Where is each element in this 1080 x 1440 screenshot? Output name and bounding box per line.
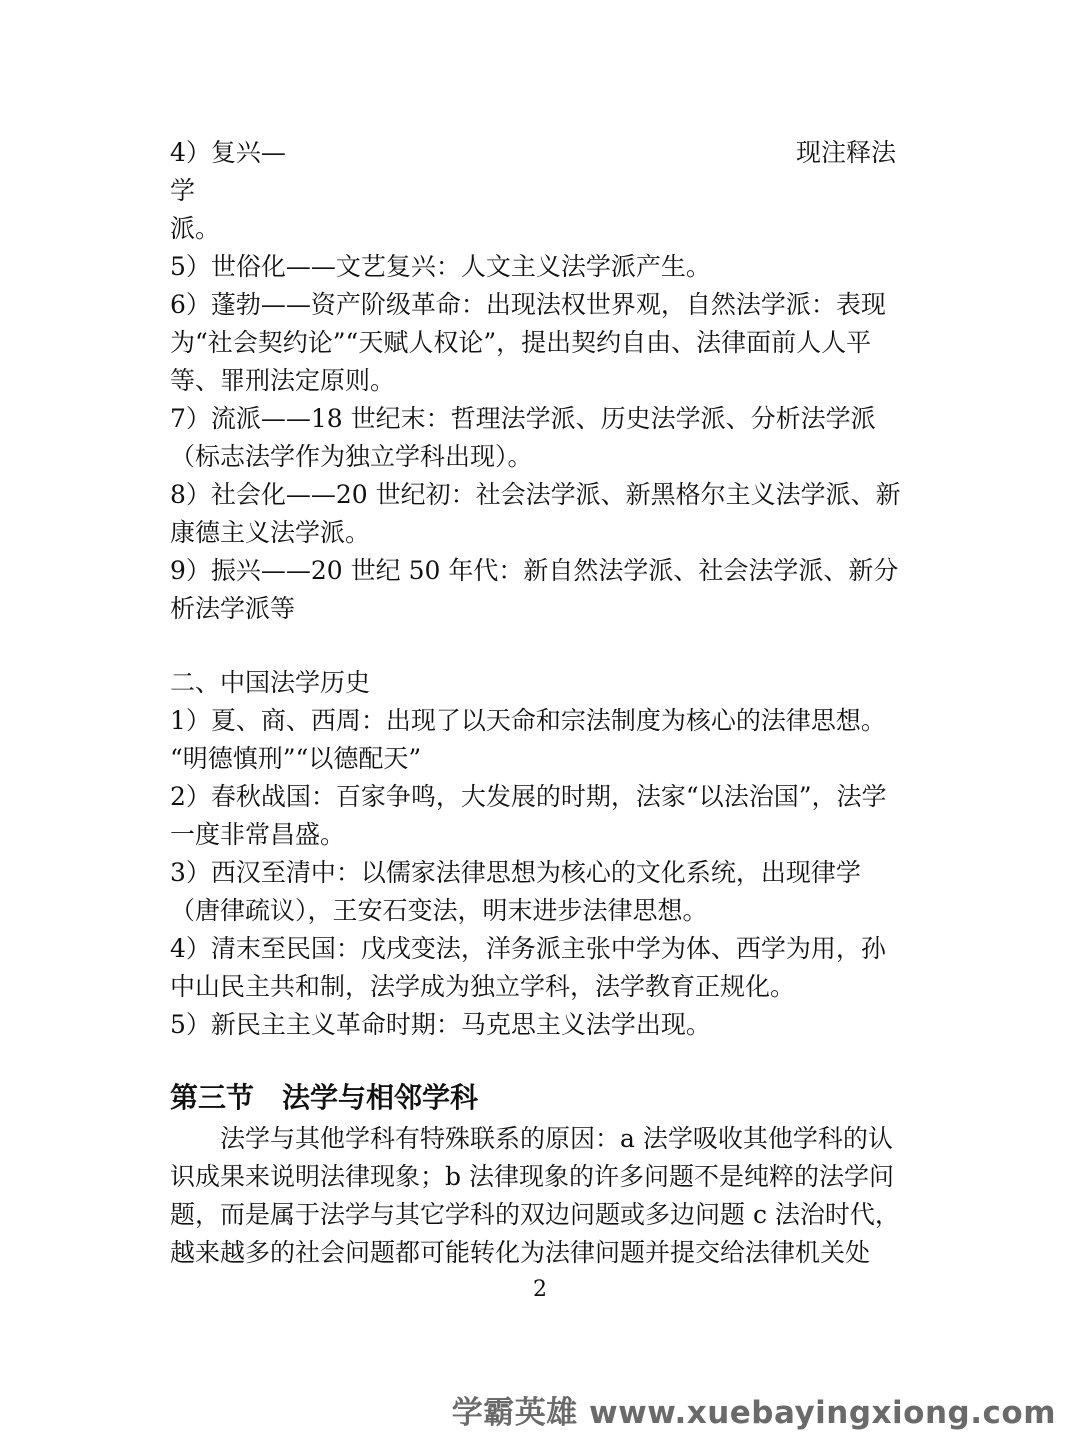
history-item-7-line1: 7）流派——18 世纪末：哲理法学派、历史法学派、分析法学派 — [170, 404, 876, 433]
history-item-6-line2: 为“社会契约论”“天赋人权论”，提出契约自由、法律面前人人平 — [170, 328, 872, 357]
china-item-3-line1: 3）西汉至清中：以儒家法律思想为核心的文化系统，出现律学 — [170, 858, 861, 887]
history-item-8-line2: 康德主义法学派。 — [170, 518, 371, 547]
section-3-paragraph-line4: 越来越多的社会问题都可能转化为法律问题并提交给法律机关处 — [170, 1238, 871, 1267]
china-history-heading: 二、中国法学历史 — [170, 668, 371, 697]
china-item-4-line2: 中山民主共和制，法学成为独立学科，法学教育正规化。 — [170, 972, 796, 1001]
page-number: 2 — [533, 1277, 547, 1302]
section-3-paragraph-line1: 法学与其他学科有特殊联系的原因：a 法学吸收其他学科的认 — [170, 1124, 893, 1153]
history-item-4-line — [170, 134, 910, 172]
history-item-5: 5）世俗化——文艺复兴：人文主义法学派产生。 — [170, 252, 711, 281]
history-item-8-line1: 8）社会化——20 世纪初：社会法学派、新黑格尔主义法学派、新 — [170, 480, 901, 509]
china-item-2-line1: 2）春秋战国：百家争鸣，大发展的时期，法家“以法治国”，法学 — [170, 782, 887, 811]
china-item-2-line2: 一度非常昌盛。 — [170, 820, 346, 849]
section-3-paragraph-line2: 识成果来说明法律现象；b 法律现象的许多问题不是纯粹的法学问 — [170, 1162, 894, 1191]
history-item-4-wrap2: 派。 — [170, 214, 221, 243]
history-item-4-right: 现注释法 — [795, 138, 896, 167]
history-item-9-line1: 9）振兴——20 世纪 50 年代：新自然法学派、社会法学派、新分 — [170, 556, 899, 585]
history-item-6-line1: 6）蓬勃——资产阶级革命：出现法权世界观，自然法学派：表现 — [170, 290, 886, 319]
history-item-4-wrap1: 学 — [170, 176, 196, 205]
china-item-1-line1: 1）夏、商、西周：出现了以天命和宗法制度为核心的法律思想。 — [170, 706, 886, 735]
china-item-1-line2: “明德慎刑”“以德配天” — [170, 744, 422, 773]
china-item-5: 5）新民主主义革命时期：马克思主义法学出现。 — [170, 1010, 711, 1039]
history-item-6-line3: 等、罪刑法定原则。 — [170, 366, 396, 395]
china-item-4-line1: 4）清末至民国：戊戌变法，洋务派主张中学为体、西学为用，孙 — [170, 934, 886, 963]
section-3-title: 第三节 法学与相邻学科 — [170, 1081, 479, 1114]
history-item-9-line2: 析法学派等 — [170, 594, 296, 623]
history-item-4-left: 4）复兴— — [170, 138, 286, 167]
section-3-paragraph-line3: 题，而是属于法学与其它学科的双边问题或多边问题 c 法治时代， — [170, 1200, 900, 1229]
history-item-7-line2: （标志法学作为独立学科出现）。 — [170, 442, 533, 471]
china-item-3-line2: （唐律疏议），王安石变法，明末进步法律思想。 — [170, 896, 708, 925]
site-watermark: 学霸英雄 www.xuebayingxiong.com — [451, 1395, 1056, 1431]
